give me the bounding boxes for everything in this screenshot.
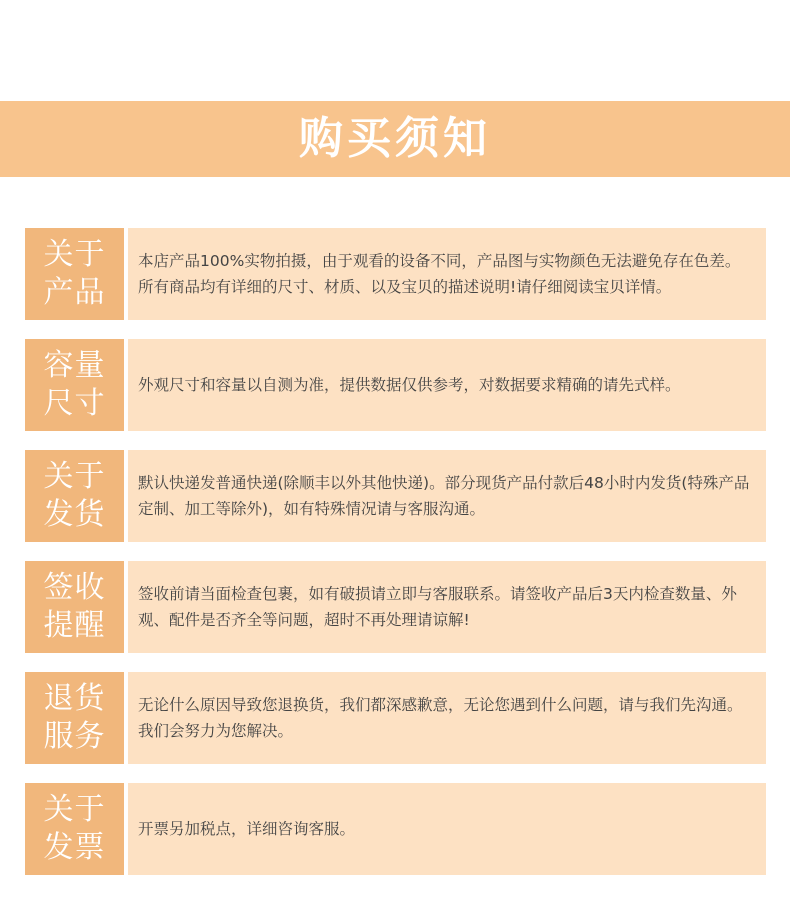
notice-label-line-2: 尺寸 — [43, 386, 106, 421]
notice-label — [25, 339, 124, 431]
notice-label — [25, 672, 124, 764]
notice-label-line-1: 签收 — [43, 570, 106, 605]
notice-text: 开票另加税点，详细咨询客服。 — [138, 820, 356, 838]
notice-row-size — [25, 339, 766, 431]
notice-label-line-2: 提醒 — [43, 608, 106, 643]
notice-text: 外观尺寸和容量以自测为准，提供数据仅供参考，对数据要求精确的请先式样。 — [138, 376, 681, 394]
notice-row-returns — [25, 672, 766, 764]
notice-label — [25, 783, 124, 875]
notice-body — [128, 672, 766, 764]
notice-label-line-2: 发货 — [43, 497, 106, 532]
notice-label-line-1: 关于 — [43, 237, 106, 272]
notice-text: 无论什么原因导致您退换货，我们都深感歉意，无论您遇到什么问题，请与我们先沟通。我们会努力为您解决。 — [138, 696, 743, 740]
notice-body — [128, 339, 766, 431]
notice-text: 本店产品100%实物拍摄，由于观看的设备不同，产品图与实物颜色无法避免存在色差。所有商品均有详细的尺寸、材质、以及宝贝的描述说明!请仔细阅读宝贝详情。 — [138, 252, 741, 296]
notice-label — [25, 228, 124, 320]
notice-body — [128, 228, 766, 320]
notice-row-shipping — [25, 450, 766, 542]
notice-label-line-2: 发票 — [43, 830, 106, 865]
notice-list — [25, 228, 766, 894]
header-banner — [0, 101, 790, 177]
notice-label-line-1: 容量 — [43, 348, 106, 383]
notice-body — [128, 450, 766, 542]
notice-text: 默认快递发普通快递(除顺丰以外其他快递)。部分现货产品付款后48小时内发货(特殊产品定制、加工等除外)，如有特殊情况请与客服沟通。 — [138, 474, 750, 518]
notice-label-line-2: 产品 — [43, 275, 106, 310]
notice-row-invoice — [25, 783, 766, 875]
notice-label-line-2: 服务 — [43, 719, 106, 754]
notice-text: 签收前请当面检查包裹，如有破损请立即与客服联系。请签收产品后3天内检查数量、外观、配件是否齐全等问题，超时不再处理请谅解! — [138, 585, 737, 629]
notice-body — [128, 561, 766, 653]
page-title: 购买须知 — [299, 113, 491, 164]
notice-label-line-1: 退货 — [43, 681, 106, 716]
notice-label-line-1: 关于 — [43, 459, 106, 494]
notice-label — [25, 561, 124, 653]
notice-row-receipt — [25, 561, 766, 653]
notice-row-product — [25, 228, 766, 320]
notice-label-line-1: 关于 — [43, 792, 106, 827]
notice-label — [25, 450, 124, 542]
notice-body — [128, 783, 766, 875]
